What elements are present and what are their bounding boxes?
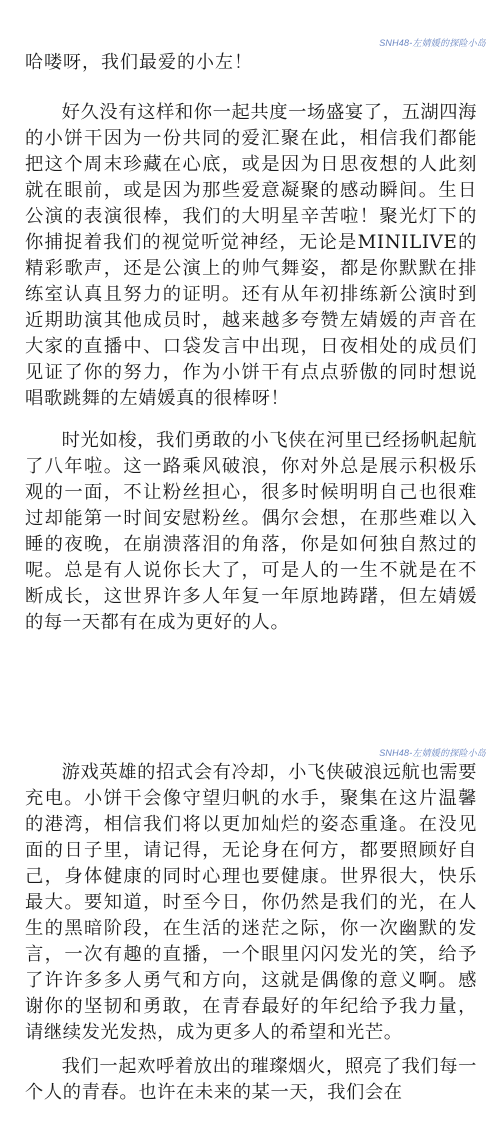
- paragraph-4: 我们一起欢呼着放出的璀璨烟火，照亮了我们每一个人的青春。也许在未来的某一天，我们会在: [25, 1056, 477, 1103]
- watermark: SNH48-左婧媛的探险小岛: [379, 38, 486, 48]
- paragraph-2: 时光如梭，我们勇敢的小飞侠在河里已经扬帆起航了八年啦。这一路乘风破浪，你对外总是展示积极乐观的一面，不让粉丝担心，很多时候明明自己也很难过却能第一时间安慰粉丝。偶尔会想，在那些难以入睡的夜晚，在崩溃落泪的角落，你是如何独自熬过的呢。总是有人说你长大了，可是人的一生不就是在不断成长，这世界许多人年复一年原地踌躇，但左婧媛的每一天都有在成为更好的人。: [25, 430, 477, 633]
- paragraph-3: 游戏英雄的招式会有冷却，小飞侠破浪远航也需要充电。小饼干会像守望归帆的水手，聚集在这片温馨的港湾，相信我们将以更加灿烂的姿态重逢。在没见面的日子里，请记得，无论身在何方，都要照顾好自己，身体健康的同时心理也要健康。世界很大，快乐最大。要知道，时至今日，你仍然是我们的光，在人生的黑暗阶段，在生活的迷茫之际，你一次幽默的发言，一次有趣的直播，一个眼里闪闪发光的笑，给予了许许多多人勇气和方向，这就是偶像的意义啊。感谢你的坚韧和勇敢，在青春最好的年纪给予我力量，请继续发光发热，成为更多人的希望和光芒。: [25, 762, 477, 1043]
- paragraph-1: 好久没有这样和你一起共度一场盛宴了，五湖四海的小饼干因为一份共同的爱汇聚在此，相信我们都能把这个周末珍藏在心底，或是因为日思夜想的人此刻就在眼前，或是因为那些爱意凝聚的感动瞬间。生日公演的表演很棒，我们的大明星辛苦啦！聚光灯下的你捕捉着我们的视觉听觉神经，无论是MINILIVE的精彩歌声，还是公演上的帅气舞姿，都是你默默在排练室认真且努力的证明。还有从年初排练新公演时到近期助演其他成员时，越来越多夸赞左婧媛的声音在大家的直播中、口袋发言中出现，日夜相处的成员们见证了你的努力，作为小饼干有点点骄傲的同时想说唱歌跳舞的左婧媛真的很棒呀！: [25, 102, 477, 409]
- watermark: SNH48-左婧媛的探险小岛: [379, 748, 486, 758]
- letter-page-2: [0, 740, 500, 1131]
- page-gap: [0, 700, 500, 740]
- letter-greeting: 哈喽呀，我们最爱的小左！: [25, 52, 253, 73]
